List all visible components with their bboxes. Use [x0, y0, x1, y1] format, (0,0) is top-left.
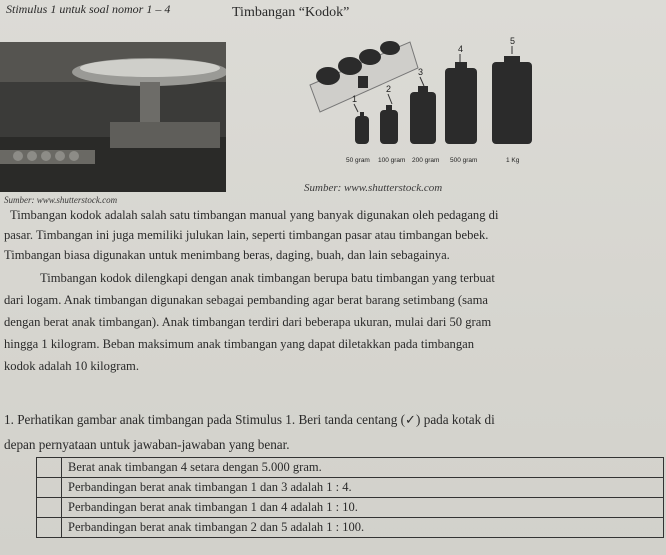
- image-title: Timbangan “Kodok”: [232, 5, 350, 20]
- answer-options-table: [36, 457, 664, 538]
- answer-option-row: [37, 498, 664, 518]
- left-photo-credit: Sumber: www.shutterstock.com: [4, 195, 118, 205]
- paragraph-1-line-1: Timbangan kodok adalah salah satu timbangan manual yang banyak digunakan oleh pedagang di: [10, 208, 499, 222]
- weights-illustration: [300, 20, 540, 180]
- answer-option-row: [37, 478, 664, 498]
- answer-option-text-1: Berat anak timbangan 4 setara dengan 5.000 gram.: [62, 458, 664, 478]
- answer-option-text-2: Perbandingan berat anak timbangan 1 dan 3 adalah 1 : 4.: [62, 478, 664, 498]
- weight-caption-50g: 50 gram: [346, 157, 370, 164]
- weight-caption-100g: 100 gram: [378, 157, 406, 164]
- answer-option-row: [37, 518, 664, 538]
- weight-number-5: 5: [510, 36, 516, 46]
- weight-caption-200g: 200 gram: [412, 157, 440, 164]
- paragraph-2-line-1: Timbangan kodok dilengkapi dengan anak timbangan berupa batu timbangan yang terbuat: [40, 271, 495, 285]
- weight-number-3: 3: [418, 67, 424, 77]
- weight-number-2: 2: [386, 84, 392, 94]
- answer-option-text-3: Perbandingan berat anak timbangan 1 dan 4 adalah 1 : 10.: [62, 498, 664, 518]
- stimulus-title: Stimulus 1 untuk soal nomor 1 – 4: [6, 2, 171, 16]
- question-1-text: 1. Perhatikan gambar anak timbangan pada Stimulus 1. Beri tanda centang (✓) pada kotak di: [4, 412, 495, 427]
- paragraph-2-line-5: kodok adalah 10 kilogram.: [4, 359, 140, 373]
- question-1-continuation: depan pernyataan untuk jawaban-jawaban yang benar.: [4, 437, 290, 452]
- answer-checkbox-3[interactable]: [37, 498, 62, 518]
- answer-checkbox-2[interactable]: [37, 478, 62, 498]
- weight-caption-1kg: 1 Kg: [506, 157, 520, 164]
- answer-checkbox-1[interactable]: [37, 458, 62, 478]
- scale-photo: [0, 42, 226, 192]
- answer-option-text-4: Perbandingan berat anak timbangan 2 dan 5 adalah 1 : 100.: [62, 518, 664, 538]
- paragraph-1-line-2: pasar. Timbangan ini juga memiliki julukan lain, seperti timbangan pasar atau timbangan bebek.: [4, 228, 489, 242]
- answer-option-row: [37, 458, 664, 478]
- answer-checkbox-4[interactable]: [37, 518, 62, 538]
- weight-number-1: 1: [352, 94, 358, 104]
- weight-caption-500g: 500 gram: [450, 157, 478, 164]
- paragraph-2-line-2: dari logam. Anak timbangan digunakan sebagai pembanding agar berat barang setimbang (sama: [4, 293, 488, 307]
- paragraph-2-line-4: hingga 1 kilogram. Beban maksimum anak timbangan yang dapat diletakkan pada timbangan: [4, 337, 475, 351]
- right-image-credit: Sumber: www.shutterstock.com: [304, 182, 443, 194]
- paragraph-1-line-3: Timbangan biasa digunakan untuk menimbang beras, daging, buah, dan lain sebagainya.: [4, 248, 450, 262]
- paragraph-2-line-3: dengan berat anak timbangan). Anak timbangan terdiri dari beberapa ukuran, mulai dari 50 gram: [4, 315, 492, 329]
- weight-number-4: 4: [458, 44, 464, 54]
